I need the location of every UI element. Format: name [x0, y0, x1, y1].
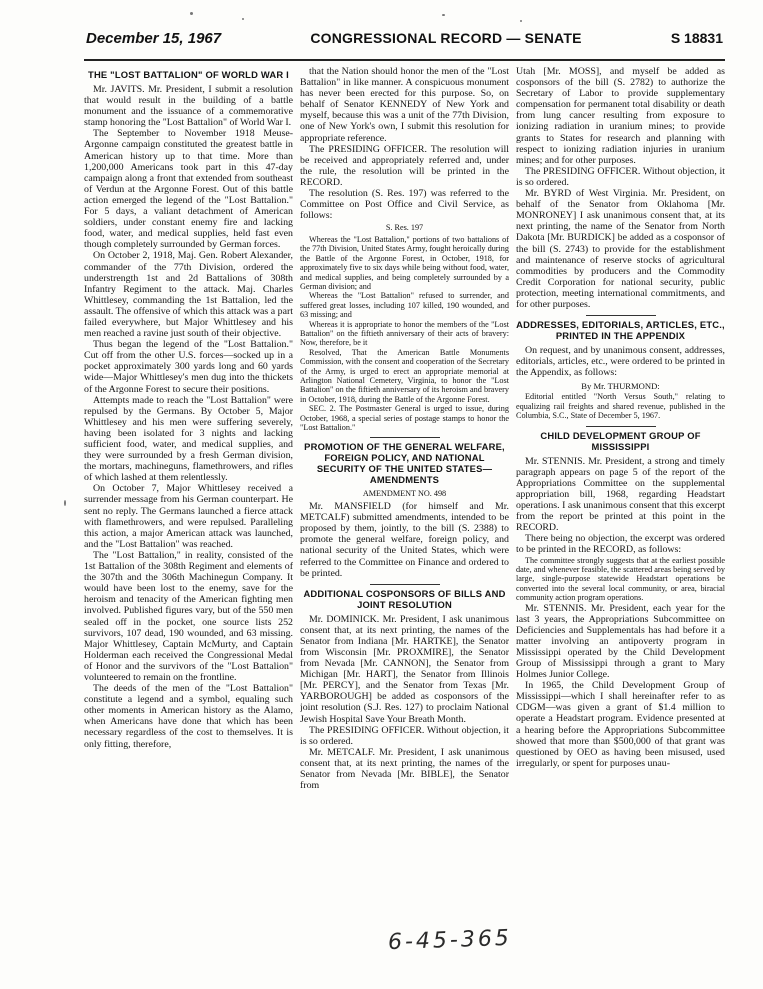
section-separator: [586, 315, 656, 316]
resolution-number: S. Res. 197: [385, 223, 424, 233]
header-title: CONGRESSIONAL RECORD — SENATE: [310, 30, 582, 46]
paragraph: The resolution (S. Res. 197) was referred to the Committee on Post Office and Civil Service, as follows:: [300, 188, 509, 222]
paragraph: On October 7, Major Whittlesey received a surrender message from his German counterpart. He sent no reply. The Germans launched a fierce attack with flamethrowers, and were repulsed. Paralleling this action, a major American attack was launched, and the "Lost Battalion" was reached.: [84, 483, 293, 550]
paragraph: that the Nation should honor the men of the "Lost Battalion" in like manner. A conspicuous monument has never been erected for this purpose. So, on behalf of Senator KENNEDY of New York and myself, because this was a unit of the 77th Division, one of New York's own, I submit this resolution for appropriate reference.: [300, 66, 509, 144]
paragraph: On request, and by unanimous consent, addresses, editorials, articles, etc., were ordered to be printed in the Appendix, as follows:: [516, 345, 725, 379]
resolution-text: Whereas it is appropriate to honor the members of the "Lost Battalion" on the fiftieth anniversary of their acts of bravery: Now, therefore, be it: [300, 319, 509, 348]
paragraph: There being no objection, the excerpt was ordered to be printed in the RECORD, as follows:: [516, 533, 725, 556]
by-line: By Mr. THURMOND:: [581, 381, 660, 392]
paragraph: Mr. MANSFIELD (for himself and Mr. METCALF) submitted amendments, intended to be proposed by them, jointly, to the bill (S. 2388) to promote the general welfare, foreign policy, and national security of the United States, which were referred to the Committee on Finance and ordered to be printed.: [300, 501, 509, 579]
paragraph: The deeds of the men of the "Lost Battalion" constitute a legend and a symbol, equaling such other moments in American history as the Alamo, when Americans have done that which has been necessary regardless of the cost to themselves. It is only fitting, therefore,: [84, 683, 293, 750]
section-separator: [370, 584, 440, 585]
report-excerpt: The committee strongly suggests that at the earliest possible date, and whenever feasible, the scattered areas being served by large, single-purpose statewide Headstart operations be converted into the several local community, or area, biracial community action program operations.: [516, 555, 725, 603]
paragraph: Mr. DOMINICK. Mr. President, I ask unanimous consent that, at its next printing, the names of the Senator from Indiana [Mr. HARTKE], the Senator from Wisconsin [Mr. PROXMIRE], the Senator from Nevada [Mr. CANNON], the Senator from Michigan [Mr. HART], the Senator from Illinois [Mr. PERCY], and the Senator from Texas [Mr. YARBOROUGH] be added as cosponsors of the joint resolution (S.J. Res. 127) to proclaim National Jewish Hospital Save Your Breath Month.: [300, 613, 509, 725]
paragraph: Mr. STENNIS. Mr. President, each year for the last 3 years, the Appropriations Subcommittee on Deficiencies and Supplementals has had before it a matter involving an antipoverty program in Mississippi operated by the Child Development Group of Mississippi through a grant to Mary Holmes Junior College.: [516, 602, 725, 681]
paragraph: The PRESIDING OFFICER. The resolution will be received and appropriately referred and, under the rule, the resolution will be printed in the RECORD.: [300, 143, 509, 188]
handwritten-file-number: 6-45-365: [387, 925, 513, 956]
section-separator: [370, 437, 440, 438]
section-separator: [586, 426, 656, 427]
scan-speck: [190, 12, 193, 15]
paragraph: Utah [Mr. MOSS], and myself be added as cosponsors of the bill (S. 2782) to authorize the Secretary of Labor to provide supplementary compensation for permanent total disability or death from lung cancer resulting from exposure to ionizing radiation in uranium mines; to provide grants to States for research and planning with respect to ionizing radiation injuries in uranium mines; and for other purposes.: [516, 66, 725, 166]
paragraph: Mr. JAVITS. Mr. President, I submit a resolution that would result in the building of a battle monument and the issuance of a commemorative stamp honoring the "Lost Battalion" of World War I.: [84, 84, 293, 129]
column-3: [516, 66, 725, 926]
resolution-text: SEC. 2. The Postmaster General is urged to issue, during October, 1968, a special series of postage stamps to honor the "Lost Battalion.": [300, 404, 509, 433]
section-heading-appendix: ADDRESSES, EDITORIALS, ARTICLES, ETC., PRINTED IN THE APPENDIX: [516, 319, 725, 342]
resolution-text: Whereas the "Lost Battalion" refused to surrender, and suffered great losses, including 107 killed, 190 wounded, and 63 missing; and: [300, 291, 509, 320]
paragraph: The PRESIDING OFFICER. Without objection, it is so ordered.: [300, 724, 509, 747]
paragraph: The "Lost Battalion," in reality, consisted of the 1st Battalion of the 308th Regiment and elements of the 307th and the 306th Machinegun Company. It would have been lost to the enemy, save for the heroism and tenacity of the American fighting men involved. Published figures vary, but of the 550 men sealed off in the pocket, one source lists 252 survivors, 107 dead, 190 wounded, and 63 missing. Major Whittlesey, Captain McMurty, and Captain Holderman each received the Congressional Medal of Honor and the survivors of the "Lost Battalion" volunteered to remain on the frontline.: [84, 549, 293, 683]
paragraph: On October 2, 1918, Maj. Gen. Robert Alexander, commander of the 77th Division, ordered the understrength 1st and 2d Battalions of 308th Infantry Regiment to the attack. Maj. Charles Whittlesey, commanding the 1st Battalion, led the assault. The offensive of which this attack was a part failed everywhere, but Major Whittlesey and his men reached a ravine just south of their objective.: [84, 250, 293, 340]
paragraph: Mr. BYRD of West Virginia. Mr. President, on behalf of the Senator from Oklahoma [Mr. MONRONEY] I ask unanimous consent that, at its next printing, the name of the Senator from North Dakota [Mr. BURDICK] be added as a cosponsor of the bill (S. 2743) to provide for the establishment and maintenance of reserve stocks of agricultural commodities by producers and the Commodity Credit Corporation for national security, public protection, meeting international commitments, and for other purposes.: [516, 188, 725, 310]
paragraph: The September to November 1918 Meuse-Argonne campaign constituted the greatest battle in American history up to that time. More than 1,200,000 Americans took part in this 47-day campaign along a front that extended from southeast of Verdun at the Argonne Forest. Out of this battle action emerged the legend of the "Lost Battalion." For 5 days, a valiant detachment of American soldiers, under constant enemy fire and lacking food, water, and medical supplies, held fast even though completely surrounded by German forces.: [84, 128, 293, 251]
header-date: December 15, 1967: [86, 30, 222, 47]
editorial-entry: Editorial entitled "North Versus South," relating to equalizing rail freights and shared revenue, published in the Columbia, S.C., State of December 5, 1967.: [516, 392, 725, 421]
header-page-number: S 18831: [670, 30, 723, 46]
scan-speck: [242, 18, 244, 20]
resolution-text: Resolved, That the American Battle Monuments Commission, with the consent and cooperation of the Secretary of the Army, is urged to erect an appropriate memorial at Arlington National Cemetery, Virginia, to honor the "Lost Battalion" on the fiftieth anniversary of its heroism and bravery in October, 1918, during the Battle of the Argonne Forest.: [300, 347, 509, 404]
scan-speck: [520, 20, 522, 22]
column-1: [84, 66, 293, 926]
paragraph: In 1965, the Child Development Group of Mississippi—which I shall hereinafter refer to as CDGM—was given a grant of $1.4 million to operate a Headstart program. Evidence presented at a hearing before the Appropriations Subcommittee showed that more than $500,000 of that grant was questioned by OEO as having been misused, used irregularly, or spent for purposes unau-: [516, 680, 725, 769]
section-heading-cosponsors: ADDITIONAL COSPONSORS OF BILLS AND JOINT RESOLUTION: [303, 587, 506, 610]
page-header: [86, 30, 723, 54]
scan-speck: [64, 500, 66, 506]
paragraph: The PRESIDING OFFICER. Without objection, it is so ordered.: [516, 165, 725, 188]
scan-speck: [442, 14, 445, 16]
amendment-number: AMENDMENT NO. 498: [362, 489, 447, 499]
column-2: [300, 66, 509, 926]
header-rule: [84, 59, 725, 61]
resolution-text: Whereas the "Lost Battalion," portions of two battalions of the 77th Division, United States Army, fought heroically during the Battle of the Argonne Forest, in October, 1918, for approximately five to six days while being without food, water, and medical supplies, and being completely surrounded by a German division; and: [300, 234, 509, 291]
paragraph: Thus began the legend of the "Lost Battalion." Cut off from the other U.S. forces—socked up in a pocket approximately 300 yards long and 60 yards wide—Major Whittlesey's men dug into the thickets of the Argonne Forest to secure their positions.: [84, 339, 293, 395]
section-heading-general-welfare: PROMOTION OF THE GENERAL WELFARE, FOREIGN POLICY, AND NATIONAL SECURITY OF THE UNITED STATES—AMENDMENTS: [304, 441, 505, 486]
paragraph: Mr. METCALF. Mr. President, I ask unanimous consent that, at its next printing, the names of the Senator from Nevada [Mr. BIBLE], the Senator from: [300, 746, 509, 792]
section-heading-child-development: CHILD DEVELOPMENT GROUP OF MISSISSIPPI: [540, 429, 701, 452]
text-columns: [84, 66, 725, 926]
paragraph: Mr. STENNIS. Mr. President, a strong and timely paragraph appears on page 5 of the report of the Appropriations Committee on the supplemental appropriation bill, 1968, regarding Headstart operations. I ask unanimous consent that this excerpt from the report be printed at this point in the RECORD.: [516, 455, 725, 534]
section-heading-lost-battalion: THE "LOST BATTALION" OF WORLD WAR I: [88, 69, 289, 80]
paragraph: Attempts made to reach the "Lost Battalion" were repulsed by the Germans. By October 5, Major Whittlesey and his men were suffering severely, having been isolated for 3 nights and lacking sufficient food, water, and medical supplies, and they were surrounded by a fresh German division, the mortars, machineguns, flamethrowers, and rifles of which lashed at them relentlessly.: [84, 394, 293, 484]
